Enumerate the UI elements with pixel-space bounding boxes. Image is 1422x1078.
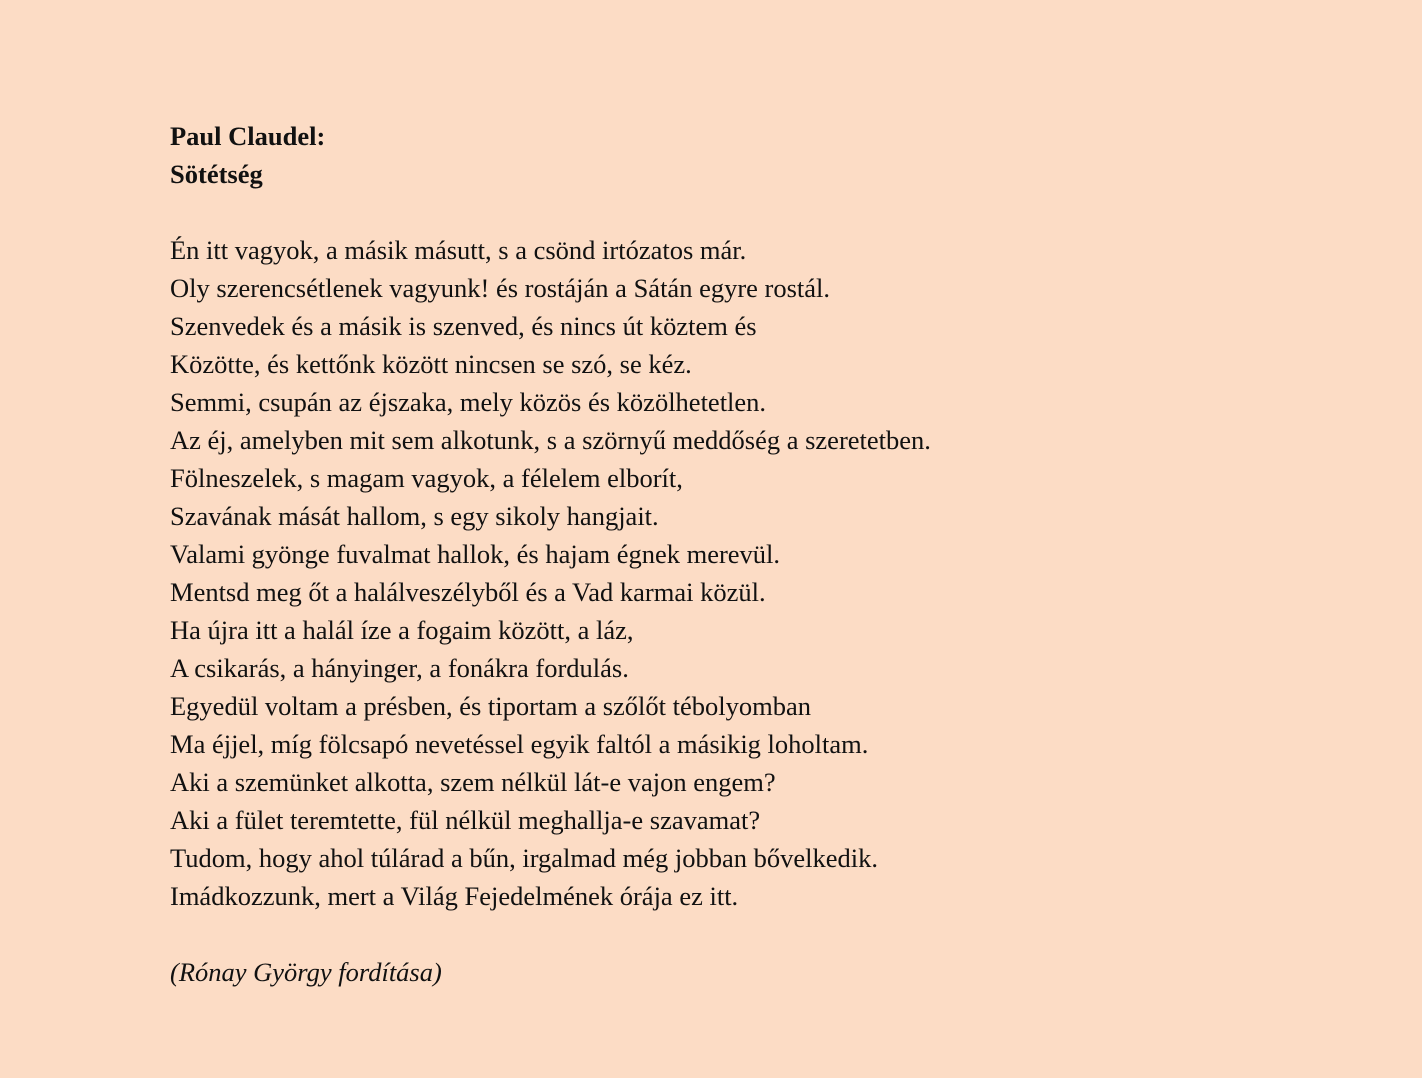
poem xyxy=(170,117,931,991)
poem-line: Aki a fület teremtette, fül nélkül meghallja-e szavamat? xyxy=(170,805,761,835)
poem-line: Tudom, hogy ahol túlárad a bűn, irgalmad még jobban bővelkedik. xyxy=(170,843,879,873)
spacer xyxy=(170,915,931,953)
translator-credit: (Rónay György fordítása) xyxy=(170,957,442,987)
poem-title: Sötétség xyxy=(170,159,263,189)
poem-line: Szavának mását hallom, s egy sikoly hangjait. xyxy=(170,501,659,531)
poem-line: Valami gyönge fuvalmat hallok, és hajam égnek merevül. xyxy=(170,539,781,569)
poem-line: Semmi, csupán az éjszaka, mely közös és közölhetetlen. xyxy=(170,387,767,417)
poem-line: Fölneszelek, s magam vagyok, a félelem elborít, xyxy=(170,463,683,493)
poem-line: Az éj, amelyben mit sem alkotunk, s a szörnyű meddőség a szeretetben. xyxy=(170,425,931,455)
poem-line: Oly szerencsétlenek vagyunk! és rostáján a Sátán egyre rostál. xyxy=(170,273,831,303)
poem-line: Én itt vagyok, a másik másutt, s a csönd irtózatos már. xyxy=(170,235,747,265)
spacer xyxy=(170,193,931,231)
poem-line: Imádkozzunk, mert a Világ Fejedelmének órája ez itt. xyxy=(170,881,739,911)
poem-author: Paul Claudel: xyxy=(170,121,326,151)
poem-line: Közötte, és kettőnk között nincsen se szó, se kéz. xyxy=(170,349,692,379)
poem-line: Ha újra itt a halál íze a fogaim között, a láz, xyxy=(170,615,634,645)
poem-line: Ma éjjel, míg fölcsapó nevetéssel egyik faltól a másikig loholtam. xyxy=(170,729,869,759)
poem-line: Mentsd meg őt a halálveszélyből és a Vad karmai közül. xyxy=(170,577,766,607)
poem-line: Egyedül voltam a présben, és tiportam a szőlőt tébolyomban xyxy=(170,691,811,721)
poem-line: A csikarás, a hányinger, a fonákra fordulás. xyxy=(170,653,629,683)
poem-line: Aki a szemünket alkotta, szem nélkül lát-e vajon engem? xyxy=(170,767,776,797)
poem-line: Szenvedek és a másik is szenved, és nincs út köztem és xyxy=(170,311,757,341)
